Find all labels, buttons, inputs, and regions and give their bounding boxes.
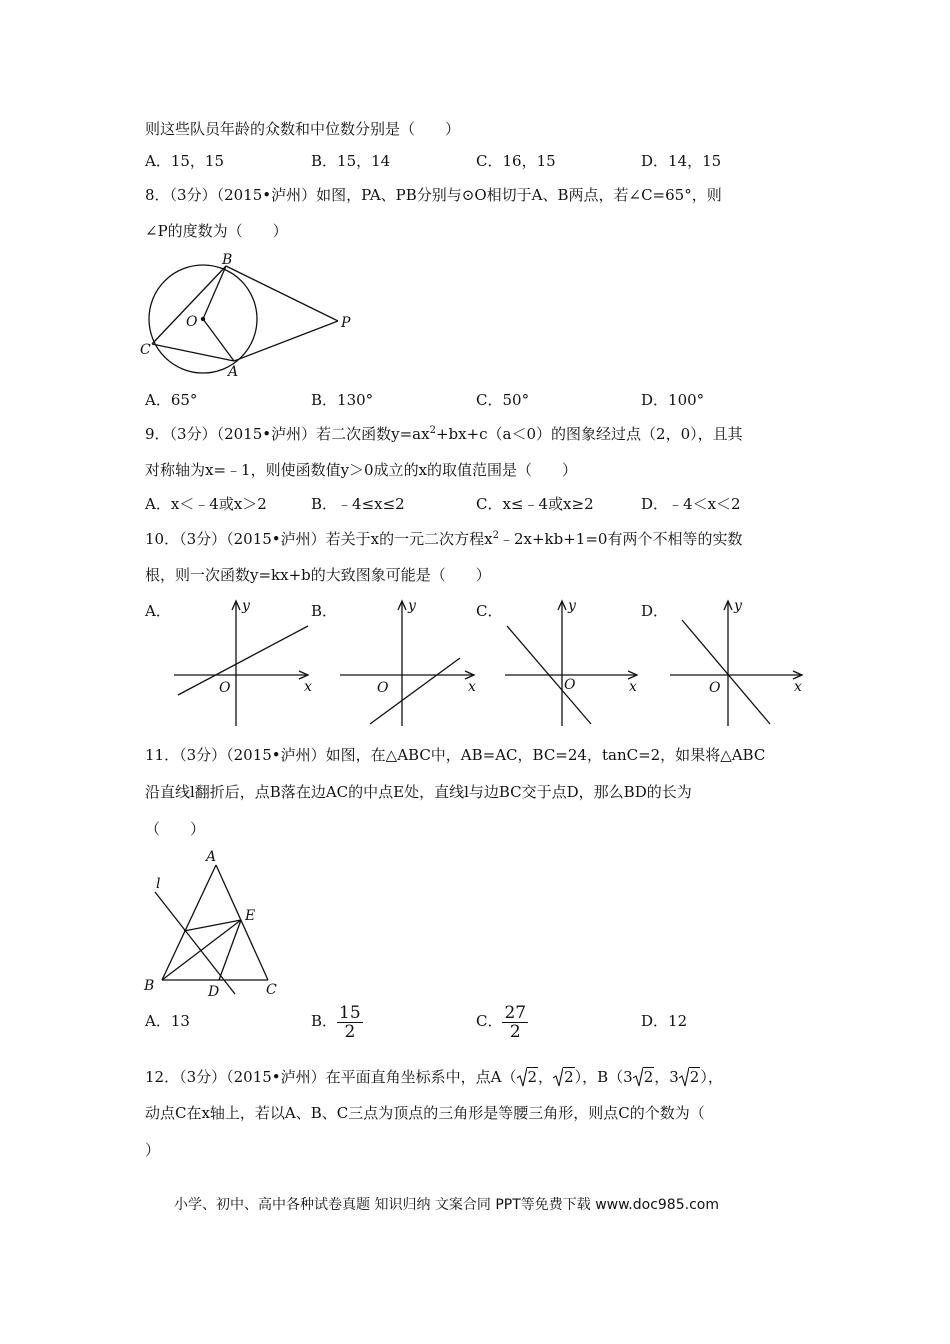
sqrt-sign: 2 [553,1067,575,1087]
q8-stem-line1: 8．（3分）（2015•泸州）如图，PA、PB分别与⊙O相切于A、B两点，若∠C=65°，则 [145,186,722,204]
q8-option-c: C．50° [476,391,530,409]
q9-option-c: C．x≤﹣4或x≥2 [476,495,594,513]
q10b-origin-label: O [377,680,389,696]
q11-option-c: C． $\frac{27}{2}$ [476,1002,527,1042]
q12-stem-line2: 动点C在x轴上，若以A、B、C三点为顶点的三角形是等腰三角形，则点C的个数为（ [145,1104,705,1122]
q11-label-b: B [144,978,155,994]
q10d-x-label: x [794,679,802,695]
q11-label-c: C [266,982,277,998]
q8-option-a: A．65° [145,391,198,409]
q7-option-d: D．14，15 [641,152,722,170]
q9-option-a: A．x＜﹣4或x＞2 [145,495,267,513]
sqrt-sign: 2 [633,1067,655,1087]
q8-label-o: O [186,314,198,330]
q10a-y-label: y [242,598,250,614]
q10-graph-d [670,596,815,728]
q10-option-c: C． [476,602,503,620]
q11-stem-line3: （ ） [145,820,206,838]
q10c-x-label: x [629,679,637,695]
q7-option-c: C．16，15 [476,152,556,170]
q12-stem-line3: ） [145,1141,161,1159]
q10-graph-b [340,596,485,728]
q10c-y-label: y [568,598,576,614]
q9-option-b: B．﹣4≤x≤2 [311,495,405,513]
q10-option-d: D． [641,602,669,620]
q10-stem-line1: 10．（3分）（2015•泸州）若关于x的一元二次方程$x^2﹣2x+kb+1=0$有两个不相等的实数 [145,530,743,548]
q11-label-a: A [206,849,217,865]
q7-option-b: B．15，14 [311,152,391,170]
q10a-x-label: x [304,679,312,695]
q8-label-a: A [228,364,239,380]
q11-option-a: A．13 [145,1012,190,1030]
q12-stem-line1: 12．（3分）（2015•泸州）在平面直角坐标系中，点A（ 2， 2），B（3 2，3 2）， [145,1068,723,1086]
q9-stem-line1: 9．（3分）（2015•泸州）若二次函数$y=ax^2+bx+c(a<0)$的图象经过点（2，0），且其 [145,425,743,443]
q10d-y-label: y [734,598,742,614]
q8-option-d: D．100° [641,391,705,409]
sqrt-sign: 2 [679,1067,701,1087]
q11-label-d: D [208,984,220,1000]
q9-option-d: D．﹣4＜x＜2 [641,495,741,513]
q11-option-b: B． $\frac{15}{2}$ [311,1002,361,1042]
q10-graph-a [174,596,319,728]
q8-label-b: B [222,252,233,268]
q11-stem-line2: 沿直线l翻折后，点B落在边AC的中点E处，直线l与边BC交于点D，那么BD的长为 [145,783,692,801]
q11-option-d: D．12 [641,1012,688,1030]
q11-label-e: E [245,908,256,924]
q8-circle-tangent-figure [138,252,358,382]
q7-stem: 则这些队员年龄的众数和中位数分别是（ ） [145,120,461,138]
q8-stem-line2: ∠P的度数为（ ） [145,222,288,240]
q10c-origin-label: O [564,677,576,693]
q10d-origin-label: O [709,680,721,696]
q10-option-a: A． [145,602,171,620]
q9-stem-line2: 对称轴为x=﹣1，则使函数值y＞0成立的x的取值范围是（ ） [145,461,578,479]
q11-triangle-figure [140,848,290,1000]
q10-stem-line2: 根，则一次函数y=kx+b的大致图象可能是（ ） [145,566,491,584]
q10-graph-c [505,596,650,728]
q7-option-a: A．15，15 [145,152,225,170]
q10-option-b: B． [311,602,338,620]
q10b-y-label: y [408,598,416,614]
q11-label-l: l [156,876,161,892]
q8-label-c: C [140,342,151,358]
sqrt-sign: 2 [517,1067,539,1087]
q10b-x-label: x [468,679,476,695]
footer-ad-text: 小学、初中、高中各种试卷真题 知识归纳 文案合同 PPT等免费下载 www.doc985.com [174,1197,719,1213]
q11-stem-line1: 11．（3分）（2015•泸州）如图，在△ABC中，AB=AC，BC=24，tanC=2，如果将△ABC [145,746,766,764]
q10a-origin-label: O [219,680,231,696]
q8-label-p: P [341,315,351,331]
q8-option-b: B．130° [311,391,374,409]
